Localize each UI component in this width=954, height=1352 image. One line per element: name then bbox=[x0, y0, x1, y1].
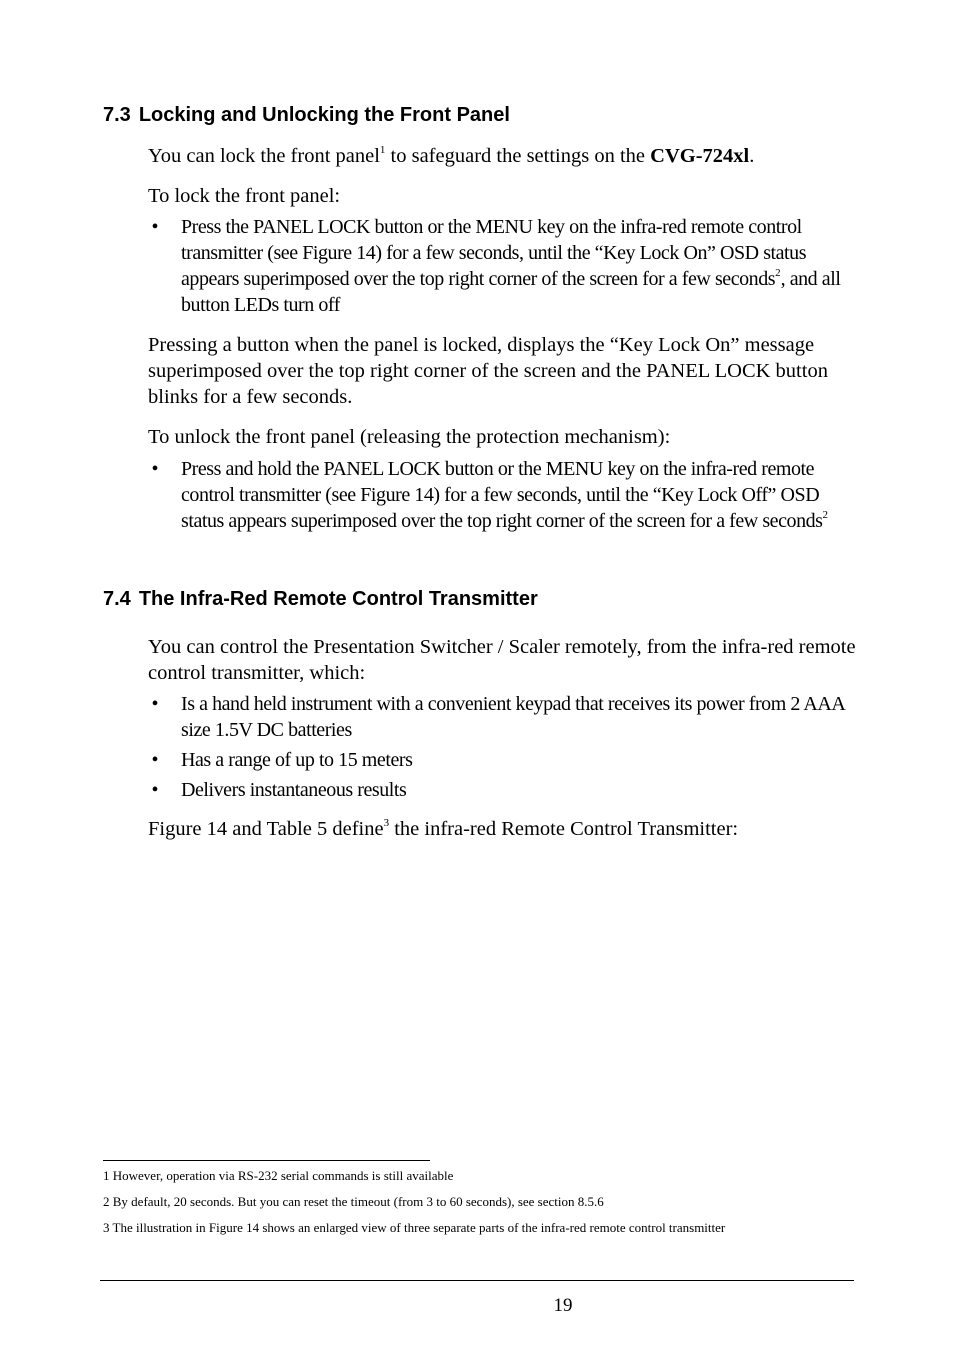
model-name: CVG-724xl bbox=[650, 145, 750, 167]
footnote-divider bbox=[103, 1160, 430, 1161]
footnote-ref-3: 3 bbox=[383, 817, 390, 829]
footnote-2: 2 By default, 20 seconds. But you can reset the timeout (from 3 to 60 seconds), see section 8.5.6 bbox=[103, 1194, 604, 1209]
section-title: Locking and Unlocking the Front Panel bbox=[138, 104, 510, 126]
footnote-3: 3 The illustration in Figure 14 shows an enlarged view of three separate parts of the infra-red remote control transmitter bbox=[103, 1220, 726, 1235]
unlock-bullet-item bbox=[148, 456, 860, 534]
lock-bullet-text bbox=[181, 214, 860, 318]
intro-paragraph bbox=[148, 143, 860, 169]
bullet-glyph: • bbox=[151, 216, 159, 238]
bullet-text-part: Press and hold the PANEL LOCK button or the MENU key on the infra-red remote control transmitter (see Figure 14) for a few seconds, until the “Key Lock Off” OSD status appears superimposed over the top right corner of the screen for a few seconds bbox=[181, 458, 823, 532]
figure-text-part: the infra-red Remote Control Transmitter: bbox=[389, 818, 739, 840]
remote-intro-paragraph: You can control the Presentation Switcher / Scaler remotely, from the infra-red remote control transmitter, which: bbox=[148, 636, 856, 684]
page-number: 19 bbox=[553, 1295, 573, 1316]
section-heading-7-4 bbox=[103, 588, 538, 611]
intro-text-part: . bbox=[749, 145, 755, 167]
bullet-glyph: • bbox=[151, 779, 159, 801]
figure-text-part: Figure 14 and Table 5 define bbox=[148, 818, 384, 840]
figure-reference-paragraph bbox=[148, 816, 860, 842]
lock-bullet-item bbox=[148, 214, 860, 318]
remote-bullet-text: Delivers instantaneous results bbox=[181, 779, 407, 801]
lock-lead-paragraph: To lock the front panel: bbox=[148, 185, 341, 207]
unlock-bullet-text bbox=[181, 456, 860, 534]
footnote-ref-2: 2 bbox=[822, 509, 829, 521]
bullet-glyph: • bbox=[151, 749, 159, 771]
section-number: 7.4 bbox=[103, 588, 131, 610]
section-number: 7.3 bbox=[103, 104, 131, 126]
remote-bullet-text: Has a range of up to 15 meters bbox=[181, 749, 413, 771]
footer-divider bbox=[100, 1280, 854, 1281]
footnote-1: 1 However, operation via RS-232 serial commands is still available bbox=[103, 1168, 454, 1183]
bullet-text-part: Press the PANEL LOCK button or the MENU key on the infra-red remote control transmitter (see Figure 14) for a few seconds, until the “Key Lock On” OSD status appears superimposed over the top right corner of the screen for a few seconds bbox=[181, 216, 807, 290]
pressing-paragraph: Pressing a button when the panel is locked, displays the “Key Lock On” message superimposed over the top right corner of the screen and the PANEL LOCK button blinks for a few seconds. bbox=[148, 334, 828, 408]
bullet-glyph: • bbox=[151, 693, 159, 715]
remote-bullet-text: Is a hand held instrument with a convenient keypad that receives its power from 2 AAA size 1.5V DC batteries bbox=[181, 693, 845, 741]
remote-bullet-item bbox=[148, 777, 860, 803]
remote-bullet-item bbox=[148, 691, 860, 743]
remote-bullet-item bbox=[148, 747, 860, 773]
unlock-lead-paragraph: To unlock the front panel (releasing the protection mechanism): bbox=[148, 426, 671, 448]
intro-text-part: to safeguard the settings on the bbox=[385, 145, 651, 167]
section-title: The Infra-Red Remote Control Transmitter bbox=[138, 588, 538, 610]
bullet-glyph: • bbox=[151, 458, 159, 480]
bullet-text-part: , and all button LEDs turn off bbox=[181, 268, 841, 316]
footnote-ref-1: 1 bbox=[379, 144, 386, 156]
section-heading-7-3 bbox=[103, 104, 510, 127]
intro-text-part: You can lock the front panel bbox=[148, 145, 380, 167]
footnote-ref-2: 2 bbox=[775, 267, 781, 279]
